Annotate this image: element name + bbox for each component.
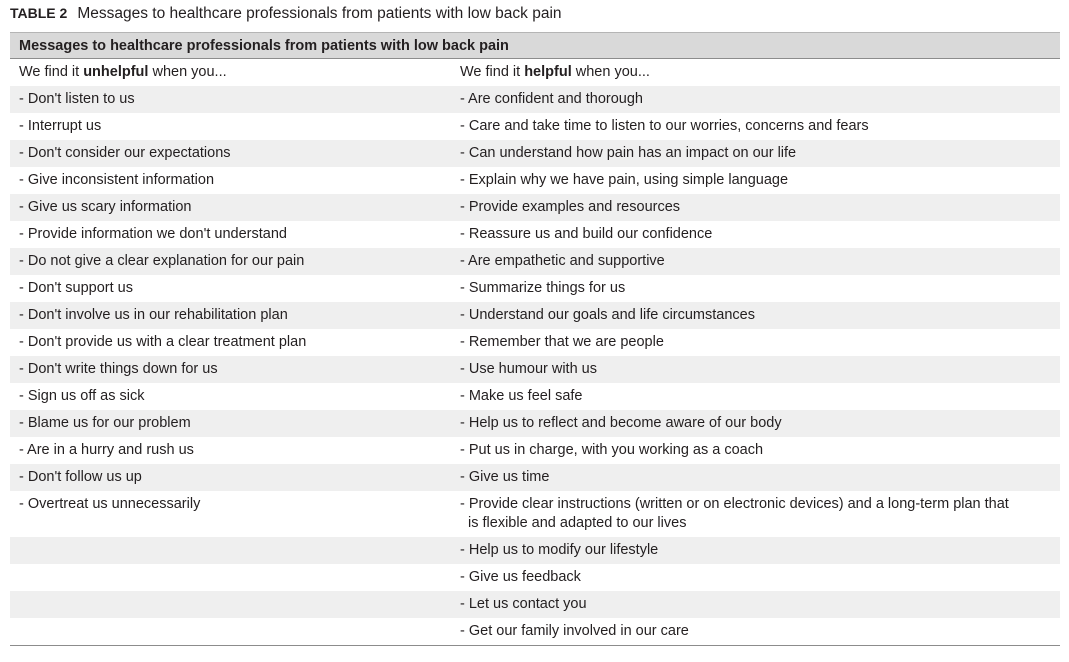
table-row <box>10 86 1060 113</box>
helpful-cell: - Remember that we are people <box>460 334 664 350</box>
helpful-cell: - Can understand how pain has an impact on our life <box>460 145 797 161</box>
unhelpful-cell: - Don't listen to us <box>19 91 135 107</box>
helpful-cell: - Are confident and thorough <box>460 91 643 107</box>
table-row <box>10 410 1060 437</box>
unhelpful-cell: - Don't support us <box>19 280 133 296</box>
unhelpful-cell: - Don't involve us in our rehabilitation plan <box>19 307 288 323</box>
helpful-cell-line-1: - Provide clear instructions (written or on electronic devices) and a long-term plan that <box>460 496 1009 512</box>
helpful-cell-line-2: is flexible and adapted to our lives <box>468 515 687 531</box>
table-row <box>10 491 1060 537</box>
unhelpful-cell <box>10 537 451 564</box>
unhelpful-cell: - Don't follow us up <box>19 469 142 485</box>
helpful-cell: - Put us in charge, with you working as a coach <box>460 442 764 458</box>
helpful-cell <box>451 491 1060 537</box>
helpful-cell: - Use humour with us <box>460 361 597 377</box>
unhelpful-cell <box>10 564 451 591</box>
table-row <box>10 437 1060 464</box>
unhelpful-cell: - Give inconsistent information <box>19 172 215 188</box>
table-row <box>10 564 1060 591</box>
helpful-cell: - Summarize things for us <box>460 280 626 296</box>
unhelpful-cell: - Overtreat us unnecessarily <box>19 496 201 512</box>
messages-table <box>10 32 1060 646</box>
helpful-cell: - Help us to modify our lifestyle <box>460 542 659 558</box>
helpful-cell: - Care and take time to listen to our worries, concerns and fears <box>460 118 869 134</box>
unhelpful-cell: - Are in a hurry and rush us <box>19 442 194 458</box>
column-headers <box>10 59 1060 86</box>
table-row <box>10 591 1060 618</box>
table-row <box>10 248 1060 275</box>
unhelpful-cell: - Blame us for our problem <box>19 415 191 431</box>
table-row <box>10 537 1060 564</box>
unhelpful-cell: - Provide information we don't understand <box>19 226 287 242</box>
table-row <box>10 221 1060 248</box>
unhelpful-cell: - Don't consider our expectations <box>19 145 231 161</box>
table-row <box>10 167 1060 194</box>
table-row <box>10 194 1060 221</box>
table-row <box>10 113 1060 140</box>
column-header-helpful: We find it helpful when you... <box>460 64 650 80</box>
table-title: Messages to healthcare professionals from patients with low back pain <box>77 5 562 22</box>
unhelpful-cell: - Do not give a clear explanation for our pain <box>19 253 305 269</box>
helpful-cell: - Give us time <box>460 469 550 485</box>
unhelpful-cell <box>10 618 451 645</box>
table-row <box>10 329 1060 356</box>
helpful-cell: - Reassure us and build our confidence <box>460 226 713 242</box>
table-row <box>10 140 1060 167</box>
helpful-cell: - Are empathetic and supportive <box>460 253 665 269</box>
column-header-unhelpful: We find it unhelpful when you... <box>19 64 227 80</box>
unhelpful-cell: - Give us scary information <box>19 199 192 215</box>
table-header: Messages to healthcare professionals from patients with low back pain <box>10 32 1060 59</box>
table-row <box>10 618 1060 645</box>
table-row <box>10 302 1060 329</box>
unhelpful-cell: - Don't provide us with a clear treatment plan <box>19 334 307 350</box>
helpful-cell: - Give us feedback <box>460 569 581 585</box>
helpful-cell: - Explain why we have pain, using simple language <box>460 172 789 188</box>
unhelpful-cell: - Sign us off as sick <box>19 388 145 404</box>
unhelpful-cell: - Don't write things down for us <box>19 361 218 377</box>
table-number: TABLE 2 <box>10 5 68 21</box>
table-row <box>10 383 1060 410</box>
unhelpful-cell: - Interrupt us <box>19 118 102 134</box>
helpful-cell: - Understand our goals and life circumstances <box>460 307 755 323</box>
table-caption <box>10 3 562 24</box>
helpful-cell: - Help us to reflect and become aware of our body <box>460 415 782 431</box>
helpful-cell: - Provide examples and resources <box>460 199 681 215</box>
helpful-cell: - Let us contact you <box>460 596 587 612</box>
table-row <box>10 464 1060 491</box>
table-row <box>10 356 1060 383</box>
helpful-cell: - Get our family involved in our care <box>460 623 689 639</box>
unhelpful-cell <box>10 591 451 618</box>
table-row <box>10 275 1060 302</box>
helpful-cell: - Make us feel safe <box>460 388 583 404</box>
table-bottom-rule <box>10 645 1060 646</box>
